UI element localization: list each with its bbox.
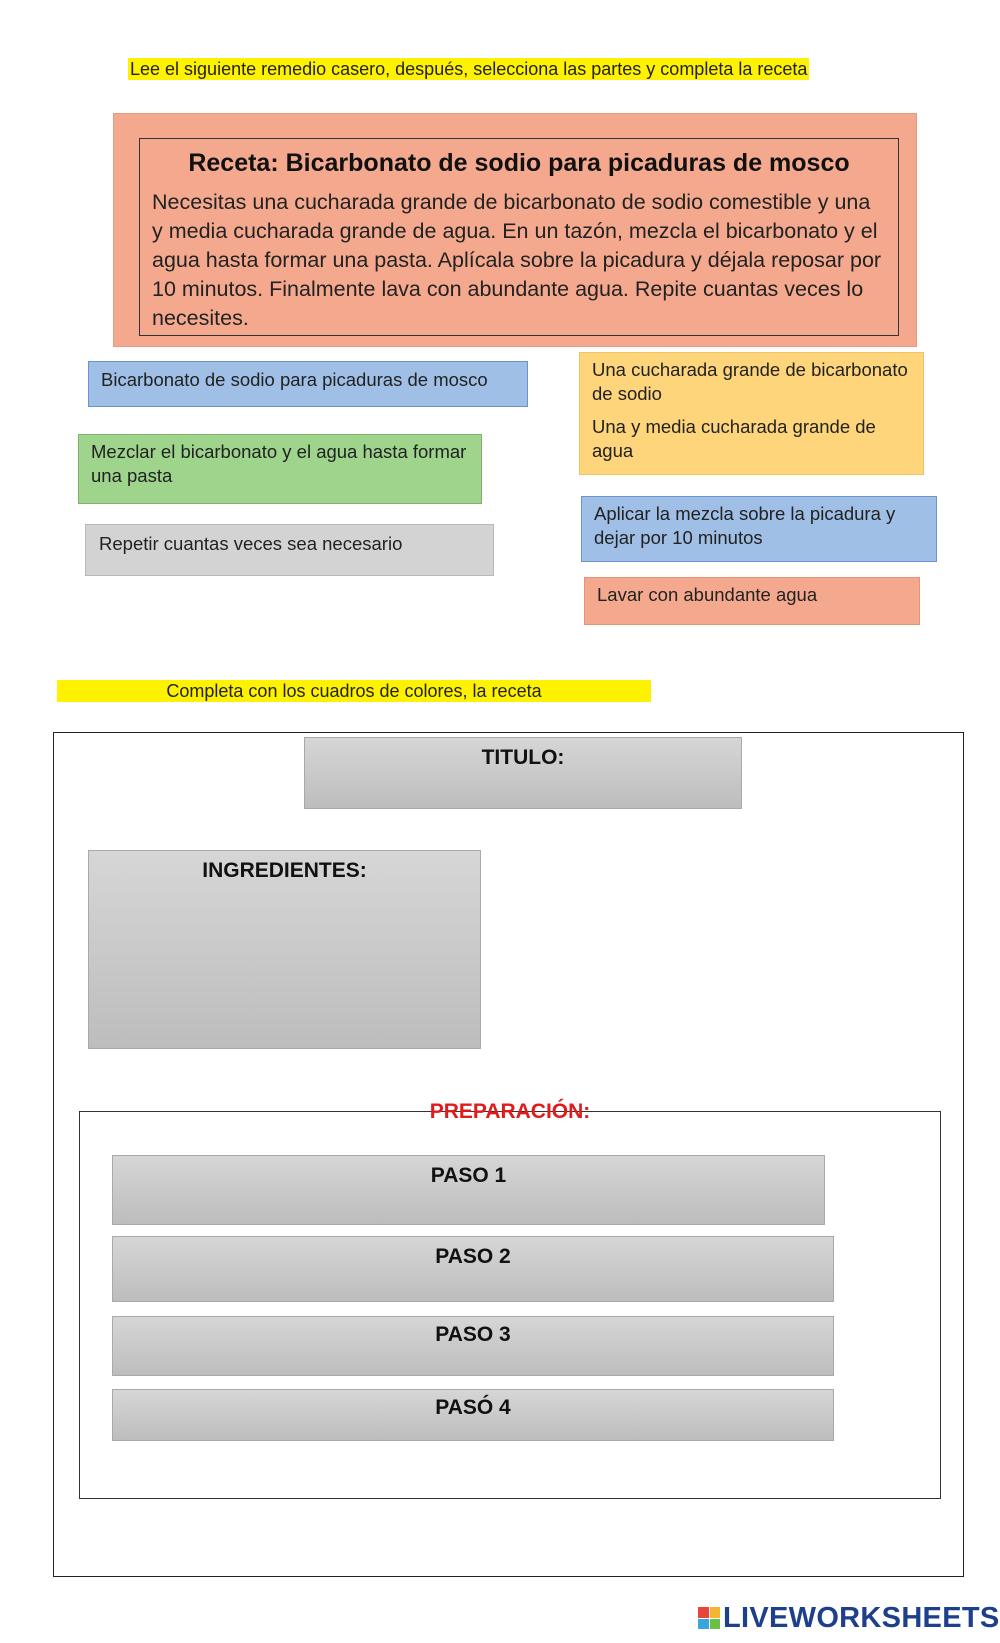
card-repeat-text: Repetir cuantas veces sea necesario bbox=[99, 533, 403, 554]
card-mix[interactable] bbox=[78, 434, 482, 504]
step-3-label: PASO 3 bbox=[435, 1323, 511, 1346]
card-title-text: Bicarbonato de sodio para picaduras de mosco bbox=[101, 369, 488, 390]
card-apply-text: Aplicar la mezcla sobre la picadura y dejar por 10 minutos bbox=[594, 503, 896, 548]
step-2-label: PASO 2 bbox=[435, 1245, 511, 1268]
recipe-body: Necesitas una cucharada grande de bicarbonato de sodio comestible y una y media cucharada grande de agua. En un tazón, mezcla el bicarbonato y el agua hasta formar una pasta. Aplícala sobre la picadura y déjala reposar por 10 minutos. Finalmente lava con abundante agua. Repite cuantas veces lo necesites. bbox=[152, 190, 882, 330]
card-repeat[interactable] bbox=[85, 524, 494, 576]
title-label: TITULO: bbox=[481, 746, 565, 769]
card-ingredient-1: Una cucharada grande de bicarbonato de sodio bbox=[592, 359, 908, 404]
step-1-slot[interactable] bbox=[112, 1155, 825, 1225]
card-wash[interactable] bbox=[584, 577, 920, 625]
card-apply[interactable] bbox=[581, 496, 937, 562]
ingredients-label: INGREDIENTES: bbox=[202, 859, 367, 882]
title-drop-slot[interactable] bbox=[304, 737, 742, 809]
card-ingredients[interactable] bbox=[579, 352, 924, 475]
instruction-read: Lee el siguiente remedio casero, después, selecciona las partes y completa la receta bbox=[130, 59, 808, 79]
liveworksheets-logo bbox=[698, 1603, 1000, 1633]
ingredients-drop-slot[interactable] bbox=[88, 850, 481, 1049]
step-4-label: PASÓ 4 bbox=[435, 1396, 511, 1419]
card-ingredient-2: Una y media cucharada grande de agua bbox=[592, 416, 876, 461]
step-1-label: PASO 1 bbox=[430, 1164, 507, 1187]
step-3-slot[interactable] bbox=[112, 1316, 834, 1376]
card-title[interactable] bbox=[88, 361, 528, 407]
step-2-slot[interactable] bbox=[112, 1236, 834, 1302]
liveworksheets-wordmark: LIVEWORKSHEETS bbox=[723, 1601, 1000, 1634]
card-mix-text: Mezclar el bicarbonato y el agua hasta formar una pasta bbox=[91, 441, 467, 486]
card-wash-text: Lavar con abundante agua bbox=[597, 584, 818, 605]
recipe-title: Receta: Bicarbonato de sodio para picaduras de mosco bbox=[188, 149, 850, 177]
instruction-complete: Completa con los cuadros de colores, la receta bbox=[166, 681, 542, 701]
step-4-slot[interactable] bbox=[112, 1389, 834, 1441]
preparation-title: PREPARACIÓN: bbox=[429, 1100, 591, 1123]
liveworksheets-icon bbox=[698, 1607, 720, 1629]
recipe-text-box bbox=[139, 138, 899, 336]
